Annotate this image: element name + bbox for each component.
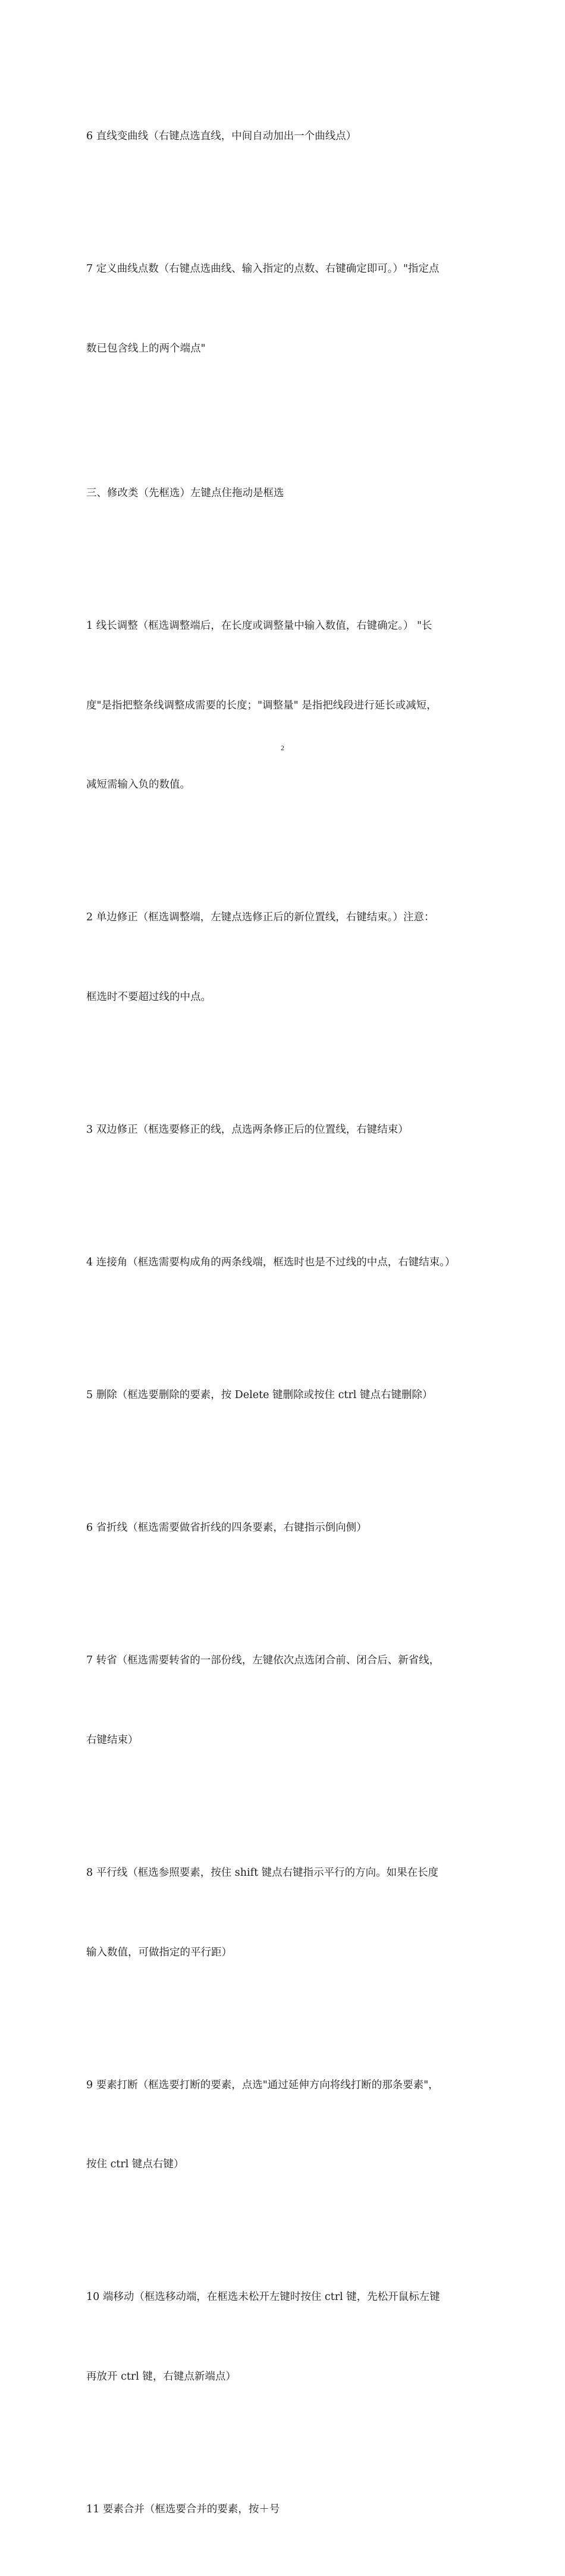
text-line: 7 定义曲线点数（右键点选曲线、输入指定的点数、右键确定即可。）"指定点 xyxy=(86,263,440,275)
paragraph-merge-elements xyxy=(86,2443,482,2576)
text-line: 度"是指把整条线调整成需要的长度；"调整量" 是指把线段进行延长或减短， xyxy=(86,699,437,712)
paragraph-move-end xyxy=(86,2231,482,2443)
text-line: 1 线长调整（框选调整端后，在长度或调整量中输入数值，右键确定。） "长 xyxy=(86,619,432,632)
text-line: 框选时不要超过线的中点。 xyxy=(86,991,211,1004)
text-line: 输入数值，可做指定的平行距） xyxy=(86,1946,232,1958)
text-line: 三、修改类（先框选）左键点住拖动是框选 xyxy=(86,487,284,499)
text-line: 3 双边修正（框选要修正的线，点选两条修正后的位置线，右键结束） xyxy=(86,1124,409,1136)
section-heading-modify xyxy=(86,427,482,560)
text-line: 2 单边修正（框选调整端，左键点选修正后的新位置线，右键结束。）注意： xyxy=(86,911,435,924)
text-line: 9 要素打断（框选要打断的要素，点选"通过延伸方向将线打断的那条要素"， xyxy=(86,2079,439,2091)
text-line: 数已包含线上的两个端点" xyxy=(86,342,206,355)
paragraph-double-side-fix xyxy=(86,1064,482,1196)
text-line: 10 端移动（框选移动端，在框选未松开左键时按住 ctrl 键，先松开鼠标左键 xyxy=(86,2291,440,2304)
paragraph-straight-to-curve xyxy=(86,70,482,203)
text-line: 右键结束） xyxy=(86,1734,139,1746)
text-line: 5 删除（框选要删除的要素，按 Delete 键删除或按住 ctrl 键点右键删除） xyxy=(86,1389,433,1402)
text-line: 减短需输入负的数值。 xyxy=(86,779,190,791)
text-line: 6 直线变曲线（右键点选直线，中间自动加出一个曲线点） xyxy=(86,130,357,143)
section-spacer xyxy=(86,415,482,427)
paragraph-line-length xyxy=(86,560,482,852)
paragraph-parallel-line xyxy=(86,1807,482,2019)
text-line: 6 省折线（框选需要做省折线的四条要素，右键指示倒向侧） xyxy=(86,1522,367,1534)
paragraph-delete xyxy=(86,1329,482,1462)
text-line: 11 要素合并（框选要合并的要素，按＋号 xyxy=(86,2503,280,2516)
text-line: 8 平行线（框选参照要素，按住 shift 键点右键指示平行的方向。如果在长度 xyxy=(86,1866,439,1879)
text-line: 7 转省（框选需要转省的一部份线，左键依次点选闭合前、闭合后、新省线， xyxy=(86,1654,440,1667)
document-body xyxy=(86,70,482,2576)
text-line: 再放开 ctrl 键，右键点新端点） xyxy=(86,2371,236,2383)
text-line: 4 连接角（框选需要构成角的两条线端，框选时也是不过线的中点，右键结束。） xyxy=(86,1256,456,1269)
paragraph-single-side-fix xyxy=(86,851,482,1064)
paragraph-connect-corner xyxy=(86,1196,482,1329)
text-line: 按住 ctrl 键点右键） xyxy=(86,2158,184,2171)
paragraph-rotate-dart xyxy=(86,1594,482,1807)
paragraph-curve-points xyxy=(86,203,482,415)
paragraph-dart-fold xyxy=(86,1462,482,1594)
page-number: 2 xyxy=(281,744,284,752)
paragraph-break-element xyxy=(86,2019,482,2231)
